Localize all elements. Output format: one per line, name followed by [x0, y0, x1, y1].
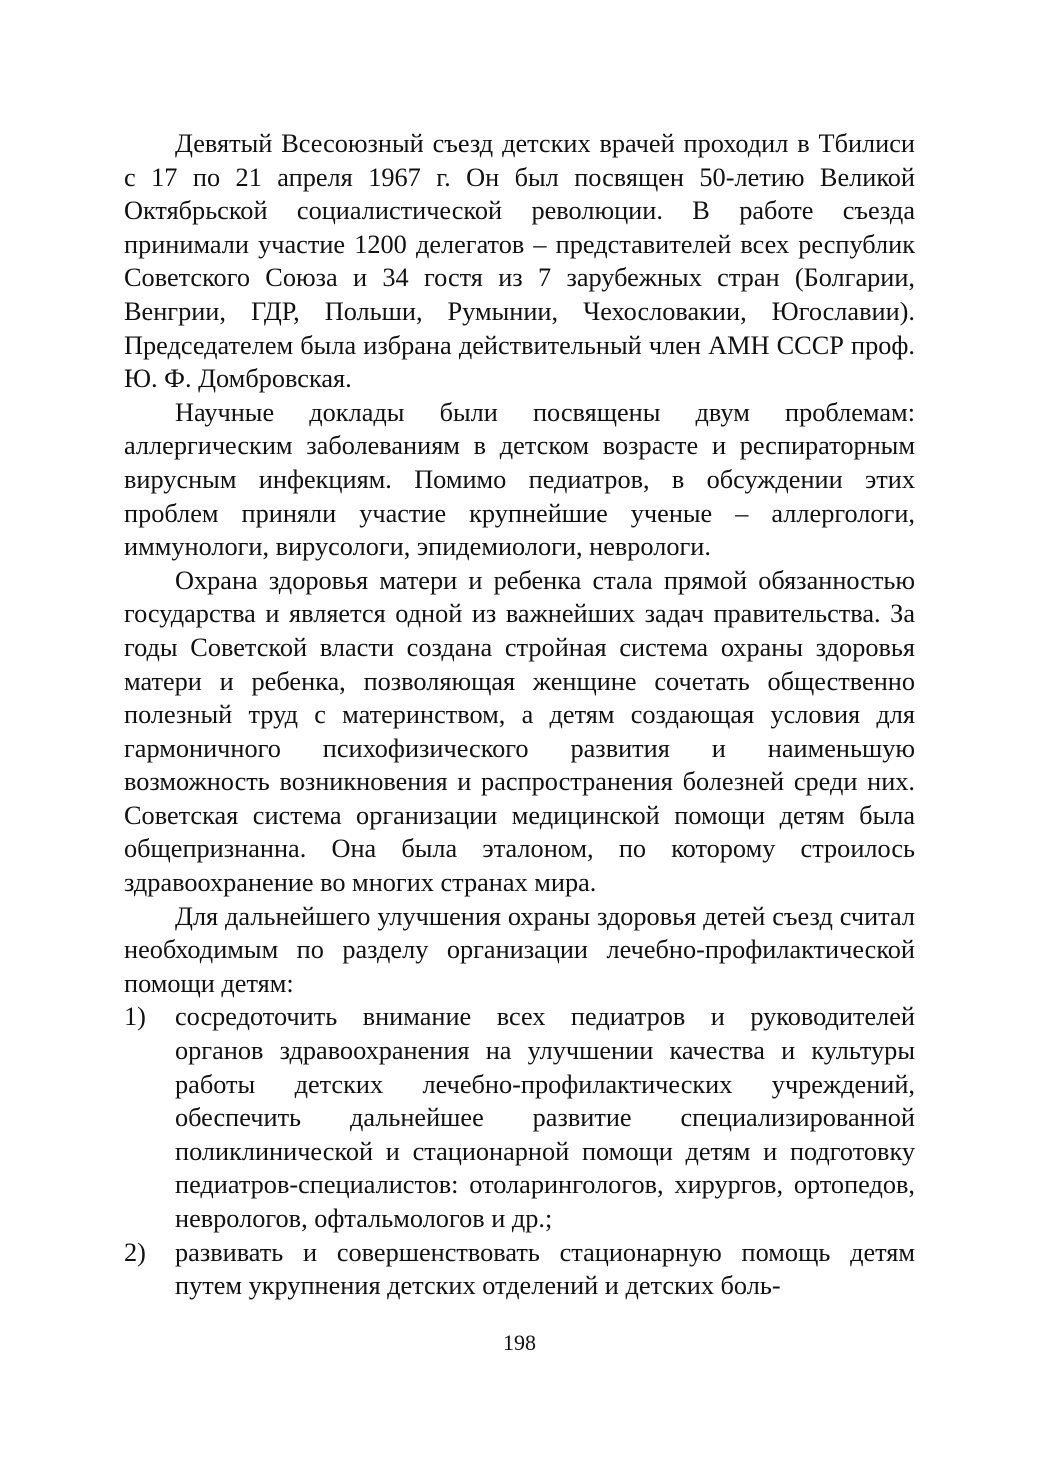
list-item-text: сосредоточить внимание всех педиатров и руководителей органов здравоохранения на улучшении качества и культуры работы детских лечебно-профилактических учреждений, обеспечить дальнейшее развитие специализированной поликлинической и стационарной помощи детям и подготовку педиатров-специалистов: отоларингологов, хирургов, ортопедов, неврологов, офтальмологов и др.; — [175, 1002, 915, 1233]
list-item — [124, 1000, 915, 1235]
page-body — [124, 127, 915, 1303]
paragraph-congress: Девятый Всесоюзный съезд детских врачей проходил в Тбилиси с 17 по 21 апреля 1967 г. Он был посвящен 50-летию Великой Октябрьской социалистической революции. В работе съезда принимали участие 1200 делегатов – представителей всех республик Советского Союза и 34 гостя из 7 зарубежных стран (Болгарии, Венгрии, ГДР, Польши, Румынии, Чехословакии, Югославии). Председателем была избрана действительный член АМН СССР проф. Ю. Ф. Домбровская. — [124, 129, 915, 394]
list-item — [124, 1236, 915, 1303]
list-item-number: 2) — [124, 1237, 146, 1267]
list-item-number: 1) — [124, 1002, 146, 1032]
paragraph-reports: Научные доклады были посвящены двум проблемам: аллергическим заболеваниям в детском возрасте и респираторным вирусным инфекциям. Помимо педиатров, в обсуждении этих проблем приняли участие крупнейшие ученые – аллергологи, иммунологи, вирусологи, эпидемиологи, неврологи. — [124, 397, 915, 562]
page-number: 198 — [503, 1330, 536, 1355]
measures-list — [124, 1000, 915, 1302]
list-item-text: развивать и совершенствовать стационарную помощь детям путем укрупнения детских отделений и детских боль- — [175, 1237, 915, 1301]
paragraph-health-protection: Охрана здоровья матери и ребенка стала прямой обязанностью государства и является одной из важнейших задач правительства. За годы Советской власти создана стройная система охраны здоровья матери и ребенка, позволяющая женщине сочетать общественно полезный труд с материнством, а детям создающая условия для гармоничного психофизического развития и наименьшую возможность возникновения и распространения болезней среди них. Советская система организации медицинской помощи детям была общепризнанна. Она была эталоном, по которому строилось здравоохранение во многих странах мира. — [124, 565, 915, 898]
paragraph-improvement: Для дальнейшего улучшения охраны здоровья детей съезд считал необходимым по разделу организации лечебно-профилактической помощи детям: — [124, 901, 915, 998]
